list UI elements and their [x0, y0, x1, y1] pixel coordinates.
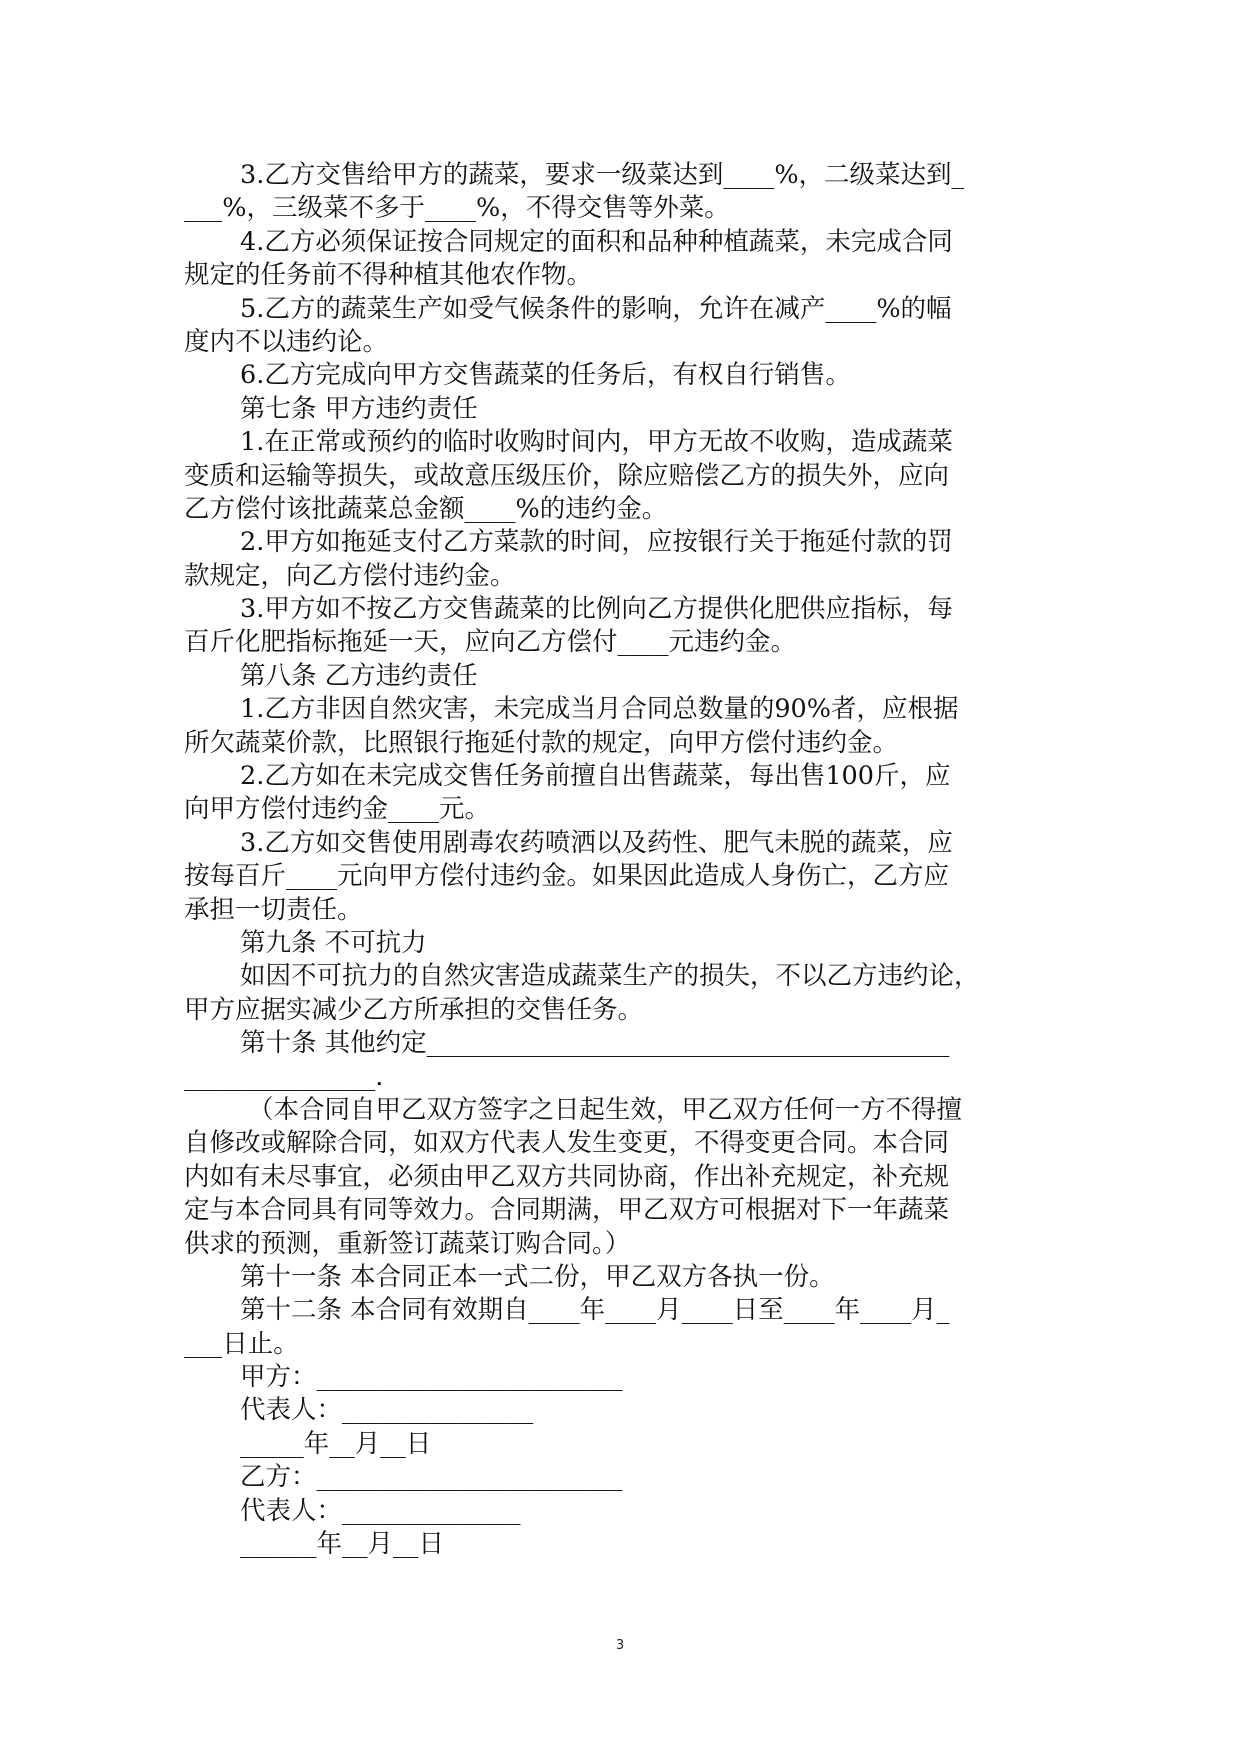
section-heading: 第七条 甲方违约责任: [240, 393, 478, 424]
text-line: 向甲方偿付违约金____元。: [184, 794, 491, 825]
text-line: 款规定，向乙方偿付违约金。: [184, 560, 516, 591]
text-line: 2.乙方如在未完成交售任务前擅自出售蔬菜，每出售100斤，应: [240, 761, 951, 792]
page-number: 3: [615, 1638, 625, 1653]
text-line: 定与本合同具有同等效力。合同期满，甲乙双方可根据对下一年蔬菜: [184, 1195, 950, 1226]
text-line: 自修改或解除合同，如双方代表人发生变更，不得变更合同。本合同: [184, 1128, 950, 1159]
text-line: 变质和运输等损失，或故意压级压价，除应赔偿乙方的损失外，应向: [184, 460, 950, 491]
section-heading: 第十一条 本合同正本一式二份，甲乙双方各执一份。: [240, 1261, 835, 1292]
text-line: 4.乙方必须保证按合同规定的面积和品种种植蔬菜，未完成合同: [240, 226, 953, 257]
signature-date-b: ______年__月__日: [240, 1529, 445, 1560]
text-line: 如因不可抗力的自然灾害造成蔬菜生产的损失，不以乙方违约论，: [240, 961, 980, 992]
signature-date-a: _____年__月__日: [240, 1428, 432, 1459]
text-line: 6.乙方完成向甲方交售蔬菜的任务后，有权自行销售。: [240, 360, 851, 391]
text-line: 按每百斤____元向甲方偿付违约金。如果因此造成人身伤亡，乙方应: [184, 861, 950, 892]
signature-representative-b: 代表人：______________: [240, 1495, 521, 1526]
text-line: 甲方应据实减少乙方所承担的交售任务。: [184, 994, 644, 1025]
section-heading: 第九条 不可抗力: [240, 927, 427, 958]
document-body: [184, 159, 1064, 1561]
signature-representative-a: 代表人：_______________: [240, 1395, 534, 1426]
text-line: 1.乙方非因自然灾害，未完成当月合同总数量的90%者，应根据: [240, 694, 959, 725]
text-line: （本合同自甲乙双方签字之日起生效，甲乙双方任何一方不得擅: [248, 1094, 963, 1125]
section-heading: 第十条 其他约定_________________________________________: [240, 1028, 950, 1059]
text-line: 供求的预测，重新签订蔬菜订购合同。）: [184, 1228, 631, 1259]
text-line: 度内不以违约论。: [184, 326, 389, 357]
text-line: ___%，三级菜不多于____%，不得交售等外菜。: [184, 193, 730, 224]
text-line: 3.乙方如交售使用剧毒农药喷洒以及药性、肥气未脱的蔬菜，应: [240, 827, 953, 858]
text-line: 规定的任务前不得种植其他农作物。: [184, 260, 593, 291]
text-line: 5.乙方的蔬菜生产如受气候条件的影响，允许在减产____%的幅: [240, 293, 952, 324]
text-line: 所欠蔬菜价款，比照银行拖延付款的规定，向甲方偿付违约金。: [184, 727, 899, 758]
text-line: 2.甲方如拖延支付乙方菜款的时间，应按银行关于拖延付款的罚: [240, 527, 953, 558]
section-heading: 第十二条 本合同有效期自____年____月____日至____年____月_: [240, 1295, 950, 1326]
signature-party-a: 甲方：________________________: [240, 1362, 623, 1393]
signature-party-b: 乙方：________________________: [240, 1462, 623, 1493]
text-line: 内如有未尽事宜，必须由甲乙双方共同协商，作出补充规定，补充规: [184, 1161, 950, 1192]
text-line: ___日止。: [184, 1328, 299, 1359]
text-line: 承担一切责任。: [184, 894, 363, 925]
text-line: 3.甲方如不按乙方交售蔬菜的比例向乙方提供化肥供应指标，每: [240, 594, 953, 625]
text-line: 1.在正常或预约的临时收购时间内，甲方无故不收购，造成蔬菜: [240, 427, 953, 458]
text-line: _______________.: [184, 1061, 384, 1092]
text-line: 3.乙方交售给甲方的蔬菜，要求一级菜达到____%，二级菜达到_: [240, 160, 965, 190]
text-line: 百斤化肥指标拖延一天，应向乙方偿付____元违约金。: [184, 627, 797, 658]
section-heading: 第八条 乙方违约责任: [240, 660, 478, 691]
text-line: 乙方偿付该批蔬菜总金额____%的违约金。: [184, 493, 668, 524]
